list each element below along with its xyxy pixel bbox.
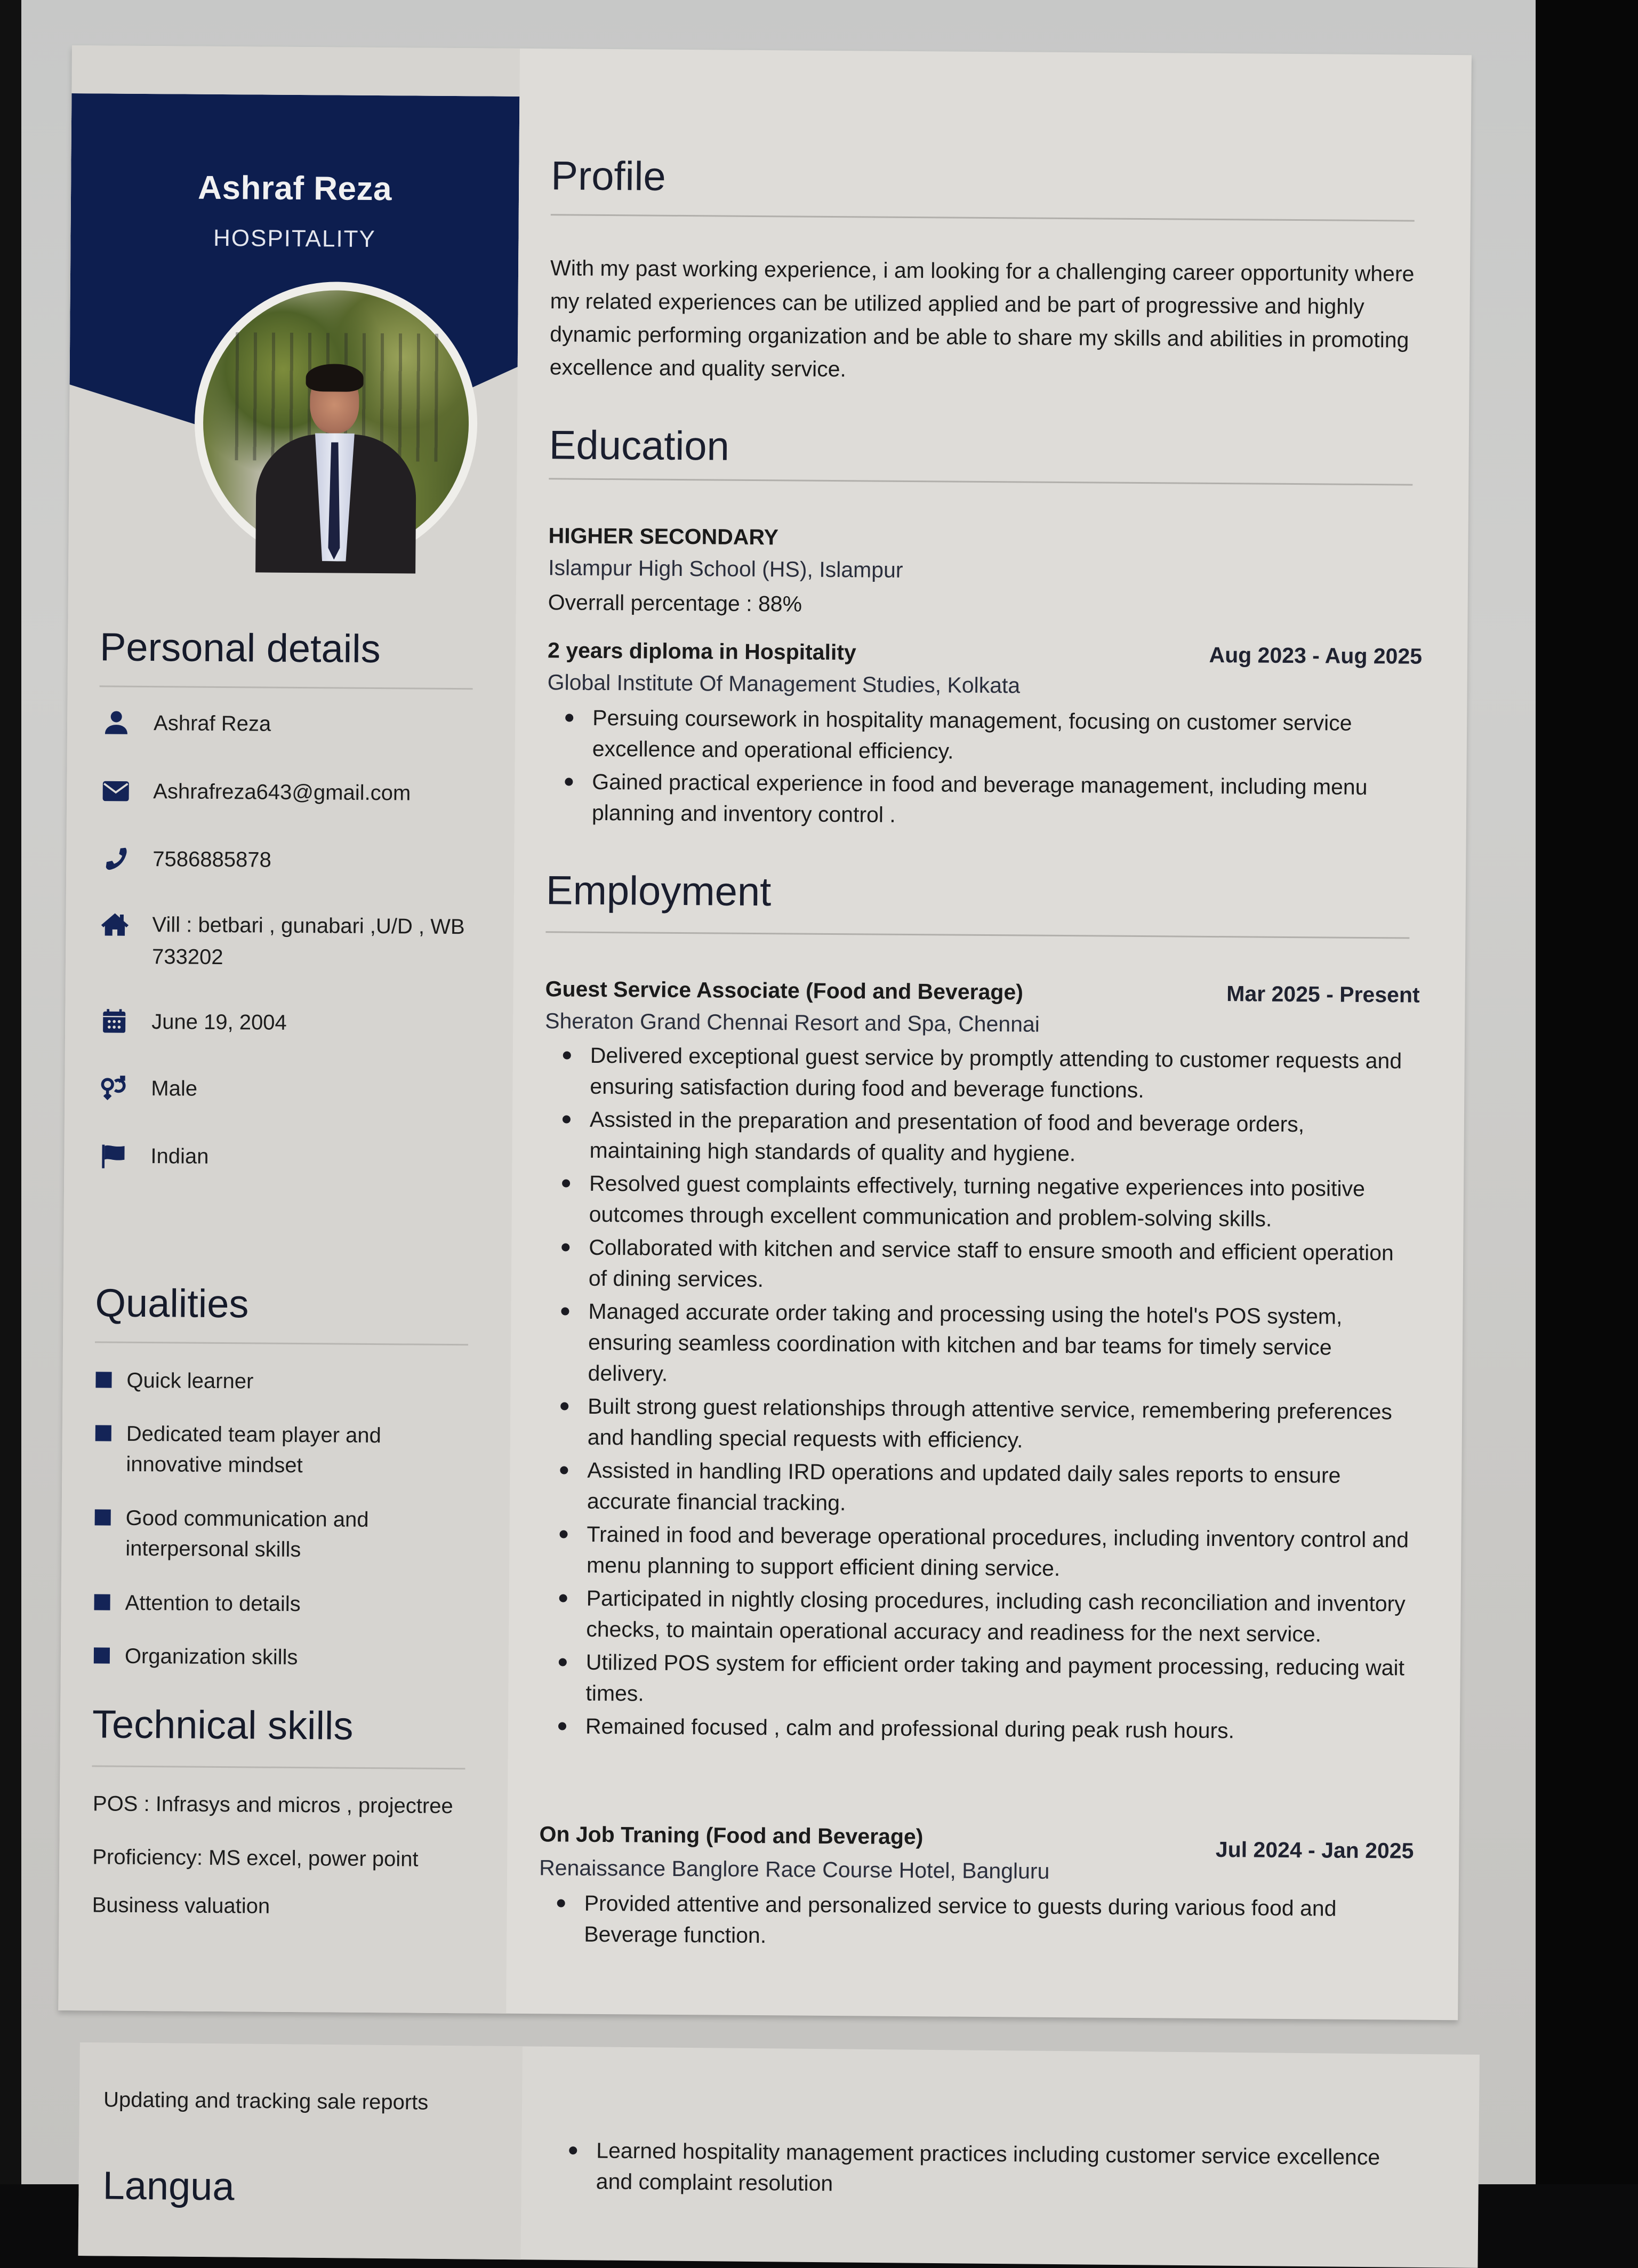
tech-skill-item: Updating and tracking sale reports (103, 2088, 429, 2114)
sidebar (58, 45, 520, 2014)
bullet-item: Managed accurate order taking and processing using the hotel's POS system, ensuring seamless coordination with kitchen and bar teams for timely service delivery. (542, 1295, 1417, 1394)
square-bullet-icon (95, 1509, 111, 1525)
sidebar-page-2 (78, 2042, 523, 2259)
gender-icon (97, 1072, 131, 1104)
bullet-item: Provided attentive and personalized service to guests during various food and Beverage function. (539, 1887, 1414, 1955)
qualities-heading: Qualities (95, 1280, 249, 1326)
technical-skills-heading: Technical skills (92, 1702, 354, 1748)
square-bullet-icon (94, 1594, 110, 1610)
bullet-item: Built strong guest relationships through attentive service, remembering preferences and handling special requests with efficiency. (542, 1390, 1417, 1458)
job-company: Renaissance Banglore Race Course Hotel, Bangluru (539, 1855, 1050, 1884)
bullet-item: Gained practical experience in food and beverage management, including menu planning and inventory control . (547, 766, 1422, 834)
divider (549, 478, 1412, 485)
divider (95, 1341, 468, 1345)
resume-page-2 (78, 2042, 1480, 2268)
bullet-item: Assisted in handling IRD operations and updated daily sales reports to ensure accurate financial tracking. (542, 1454, 1417, 1522)
square-bullet-icon (94, 1647, 110, 1663)
job-date: Mar 2025 - Present (1226, 981, 1420, 1007)
job-title: On Job Traning (Food and Beverage) (539, 1822, 924, 1849)
education-heading: Education (549, 422, 730, 469)
quality-item: Dedicated team player and innovative mindset (95, 1418, 426, 1481)
square-bullet-icon (95, 1372, 111, 1388)
profile-photo (202, 290, 469, 557)
education-institution: Global Institute Of Management Studies, Kolkata (547, 670, 1021, 698)
personal-details-heading: Personal details (99, 624, 381, 671)
employment-heading: Employment (545, 868, 772, 915)
divider (545, 931, 1409, 939)
bullet-item: Utilized POS system for efficient order taking and payment processing, reducing wait times. (540, 1646, 1415, 1714)
profile-summary: With my past working experience, i am looking for a challenging career opportunity where my related experiences can be utilized applied and be part of progressive and highly dynamic performing organization and be able to share my skills and abilities in promoting excellence and quality service. (549, 255, 1415, 382)
bullet-item: Assisted in the preparation and presentation of food and beverage orders, maintaining high standards of quality and hygiene. (544, 1103, 1419, 1171)
bullet-item: Remained focused , calm and professional during peak rush hours. (540, 1710, 1415, 1747)
square-bullet-icon (95, 1425, 111, 1441)
bullet-item: Participated in nightly closing procedures, including cash reconciliation and inventory checks, to maintain operational accuracy and readiness for the next service. (541, 1582, 1416, 1650)
flag-icon (96, 1140, 130, 1172)
profile-heading: Profile (551, 153, 667, 199)
job-company: Sheraton Grand Chennai Resort and Spa, Chennai (545, 1008, 1040, 1037)
job-bullets (540, 1039, 1419, 1749)
education-grade: Overrall percentage : 88% (548, 590, 802, 616)
personal-detail-address: Vill : betbari , gunabari ,U/D , WB 733202 (98, 908, 482, 975)
quality-item: Good communication and interpersonal skills (94, 1503, 425, 1566)
quality-item: Quick learner (95, 1365, 253, 1397)
personal-detail-nationality: Indian (96, 1140, 208, 1172)
screen-bezel (1536, 0, 1638, 2184)
education-title: 2 years diploma in Hospitality (547, 638, 856, 665)
avatar (194, 281, 478, 566)
candidate-role: HOSPITALITY (213, 225, 376, 252)
quality-item: Attention to details (94, 1588, 300, 1620)
job-date: Jul 2024 - Jan 2025 (1215, 1837, 1414, 1863)
job-bullets (550, 2135, 1404, 2206)
bullet-item: Delivered exceptional guest service by promptly attending to customer requests and ensuring satisfaction during food and beverage functions. (544, 1039, 1419, 1107)
phone-icon (98, 843, 132, 875)
personal-detail-birthdate: June 19, 2004 (97, 1005, 287, 1038)
home-icon (98, 908, 132, 940)
bullet-item: Trained in food and beverage operational procedures, including inventory control and menu planning to support efficient dining service. (541, 1518, 1416, 1586)
tech-skill-item: Business valuation (92, 1893, 270, 1918)
tech-skill-item: Proficiency: MS excel, power point (92, 1845, 419, 1871)
resume-page-1 (58, 45, 1472, 2020)
divider (92, 1765, 465, 1769)
calendar-icon (97, 1005, 131, 1037)
candidate-name: Ashraf Reza (197, 169, 392, 208)
personal-detail-phone: 7586885878 (98, 843, 271, 876)
personal-detail-name: Ashraf Reza (99, 707, 271, 740)
tech-skill-item: POS : Infrasys and micros , projectree (92, 1792, 453, 1818)
bullet-item: Collaborated with kitchen and service staff to ensure smooth and efficient operation of dining services. (543, 1231, 1418, 1299)
education-title: HIGHER SECONDARY (548, 523, 779, 550)
left-edge (0, 0, 21, 2184)
bullet-item: Persuing coursework in hospitality management, focusing on customer service excellence and operational efficiency. (547, 702, 1422, 770)
user-icon (99, 707, 133, 739)
envelope-icon (99, 775, 133, 807)
quality-item: Organization skills (94, 1641, 298, 1673)
personal-detail-email: Ashrafreza643@gmail.com (99, 775, 411, 809)
main-content (538, 49, 1448, 2020)
divider (100, 685, 473, 690)
bullet-item: Learned hospitality management practices including customer service excellence and complaint resolution (551, 2135, 1404, 2204)
bullet-item: Resolved guest complaints effectively, turning negative experiences into positive outcomes through excellent communication and problem-solving skills. (544, 1167, 1419, 1235)
education-date: Aug 2023 - Aug 2025 (1209, 642, 1423, 669)
job-title: Guest Service Associate (Food and Beverage) (545, 976, 1024, 1005)
job-bullets (539, 1887, 1414, 1957)
education-institution: Islampur High School (HS), Islampur (548, 555, 903, 582)
languages-heading: Langua (102, 2163, 235, 2209)
personal-detail-gender: Male (97, 1072, 197, 1104)
education-bullets (547, 702, 1422, 836)
divider (551, 214, 1415, 221)
